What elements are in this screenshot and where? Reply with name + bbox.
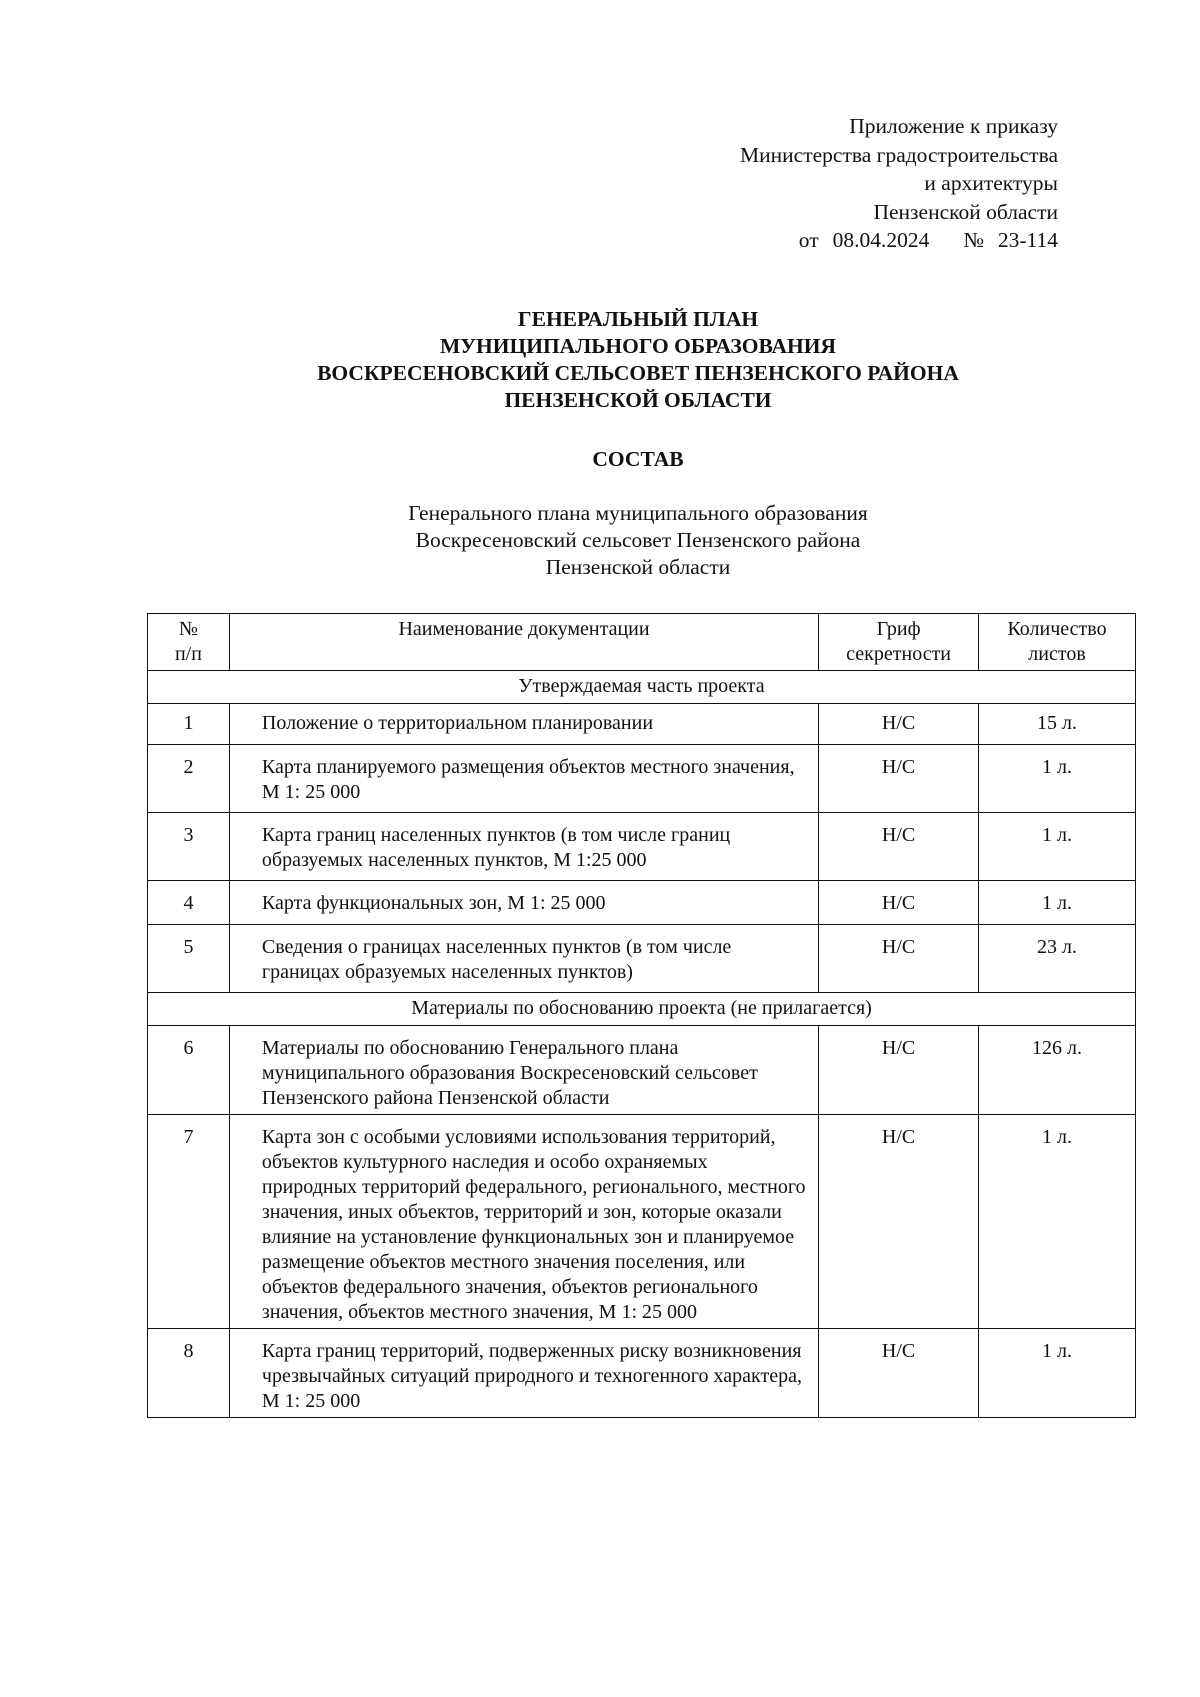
row-num: 6	[148, 1026, 230, 1115]
header-secrecy-line-2: секретности	[846, 643, 952, 665]
number-sign: №	[963, 228, 984, 252]
row-sheets: 15 л.	[979, 704, 1136, 745]
table-header-row	[148, 614, 1136, 671]
header-sheets-line-2: листов	[1028, 643, 1086, 665]
row-secrecy: Н/С	[819, 704, 979, 745]
appendix-block	[740, 112, 1058, 255]
appendix-line-4: Пензенской области	[873, 199, 1058, 224]
row-num: 4	[148, 881, 230, 925]
header-secrecy	[819, 614, 979, 671]
row-num: 3	[148, 813, 230, 881]
subtitle-line-2: Воскресеновский сельсовет Пензенского района	[415, 528, 861, 552]
row-name: Сведения о границах населенных пунктов (в том числе границах образуемых населенных пунктов)	[229, 925, 818, 993]
table-row	[148, 1329, 1136, 1418]
row-secrecy: Н/С	[819, 881, 979, 925]
row-name: Карта функциональных зон, М 1: 25 000	[229, 881, 818, 925]
row-secrecy: Н/С	[819, 925, 979, 993]
row-sheets: 1 л.	[979, 745, 1136, 813]
header-num	[148, 614, 230, 671]
row-name: Карта зон с особыми условиями использования территорий, объектов культурного наследия и особо охраняемых природных территорий федерального, регионального, местного значения, иных объектов, территорий и зон, которые оказали влияние на установление функциональных зон и планируемое размещение объектов местного значения поселения, или объектов федерального значения, объектов регионального значения, объектов местного значения, М 1: 25 000	[229, 1115, 818, 1329]
row-name: Карта границ населенных пунктов (в том числе границ образуемых населенных пунктов, М 1:25 000	[229, 813, 818, 881]
title-line-1: ГЕНЕРАЛЬНЫЙ ПЛАН	[517, 307, 759, 331]
row-num: 7	[148, 1115, 230, 1329]
document-title	[0, 306, 1200, 414]
row-sheets: 126 л.	[979, 1026, 1136, 1115]
section-row-approved	[148, 671, 1136, 704]
row-num: 2	[148, 745, 230, 813]
header-name: Наименование документации	[229, 614, 818, 671]
row-secrecy: Н/С	[819, 1026, 979, 1115]
row-name: Материалы по обоснованию Генерального плана муниципального образования Воскресеновский сельсовет Пензенского района Пензенской области	[229, 1026, 818, 1115]
title-line-3: ВОСКРЕСЕНОВСКИЙ СЕЛЬСОВЕТ ПЕНЗЕНСКОГО РАЙОНА	[317, 361, 959, 385]
subtitle-line-1: Генерального плана муниципального образования	[408, 501, 868, 525]
appendix-line-2: Министерства градостроительства	[740, 142, 1058, 167]
order-date: 08.04.2024	[832, 228, 930, 252]
date-prefix: от	[798, 228, 819, 252]
subtitle-line-3: Пензенской области	[545, 555, 731, 579]
table-row	[148, 704, 1136, 745]
row-secrecy: Н/С	[819, 813, 979, 881]
row-sheets: 1 л.	[979, 1115, 1136, 1329]
header-num-line-1: №	[178, 618, 198, 640]
row-num: 1	[148, 704, 230, 745]
table-row	[148, 881, 1136, 925]
section-title: Утверждаемая часть проекта	[148, 671, 1136, 704]
row-name: Карта планируемого размещения объектов местного значения, М 1: 25 000	[229, 745, 818, 813]
section-title: Материалы по обоснованию проекта (не прилагается)	[148, 993, 1136, 1026]
document-subtitle	[0, 500, 1200, 581]
row-sheets: 1 л.	[979, 881, 1136, 925]
table-row	[148, 1115, 1136, 1329]
header-num-line-2: п/п	[174, 643, 202, 665]
table-row	[148, 1026, 1136, 1115]
header-sheets	[979, 614, 1136, 671]
row-num: 8	[148, 1329, 230, 1418]
appendix-line-1: Приложение к приказу	[849, 114, 1058, 138]
row-secrecy: Н/С	[819, 1115, 979, 1329]
table-row	[148, 745, 1136, 813]
row-sheets: 1 л.	[979, 1329, 1136, 1418]
table-row	[148, 813, 1136, 881]
title-line-4: ПЕНЗЕНСКОЙ ОБЛАСТИ	[504, 388, 772, 412]
order-number: 23-114	[997, 228, 1058, 252]
row-num: 5	[148, 925, 230, 993]
row-name: Карта границ территорий, подверженных риску возникновения чрезвычайных ситуаций природного и техногенного характера, М 1: 25 000	[229, 1329, 818, 1418]
section-row-materials	[148, 993, 1136, 1026]
row-sheets: 1 л.	[979, 813, 1136, 881]
appendix-line-3: и архитектуры	[924, 171, 1058, 195]
row-secrecy: Н/С	[819, 745, 979, 813]
documents-table	[147, 613, 1136, 1418]
title-line-2: МУНИЦИПАЛЬНОГО ОБРАЗОВАНИЯ	[439, 334, 836, 358]
section-heading: СОСТАВ	[592, 447, 684, 471]
header-sheets-line-1: Количество	[1007, 618, 1107, 640]
header-secrecy-line-1: Гриф	[876, 618, 921, 640]
order-date-number	[740, 226, 1058, 255]
row-name: Положение о территориальном планировании	[229, 704, 818, 745]
row-secrecy: Н/С	[819, 1329, 979, 1418]
table-row	[148, 925, 1136, 993]
row-sheets: 23 л.	[979, 925, 1136, 993]
